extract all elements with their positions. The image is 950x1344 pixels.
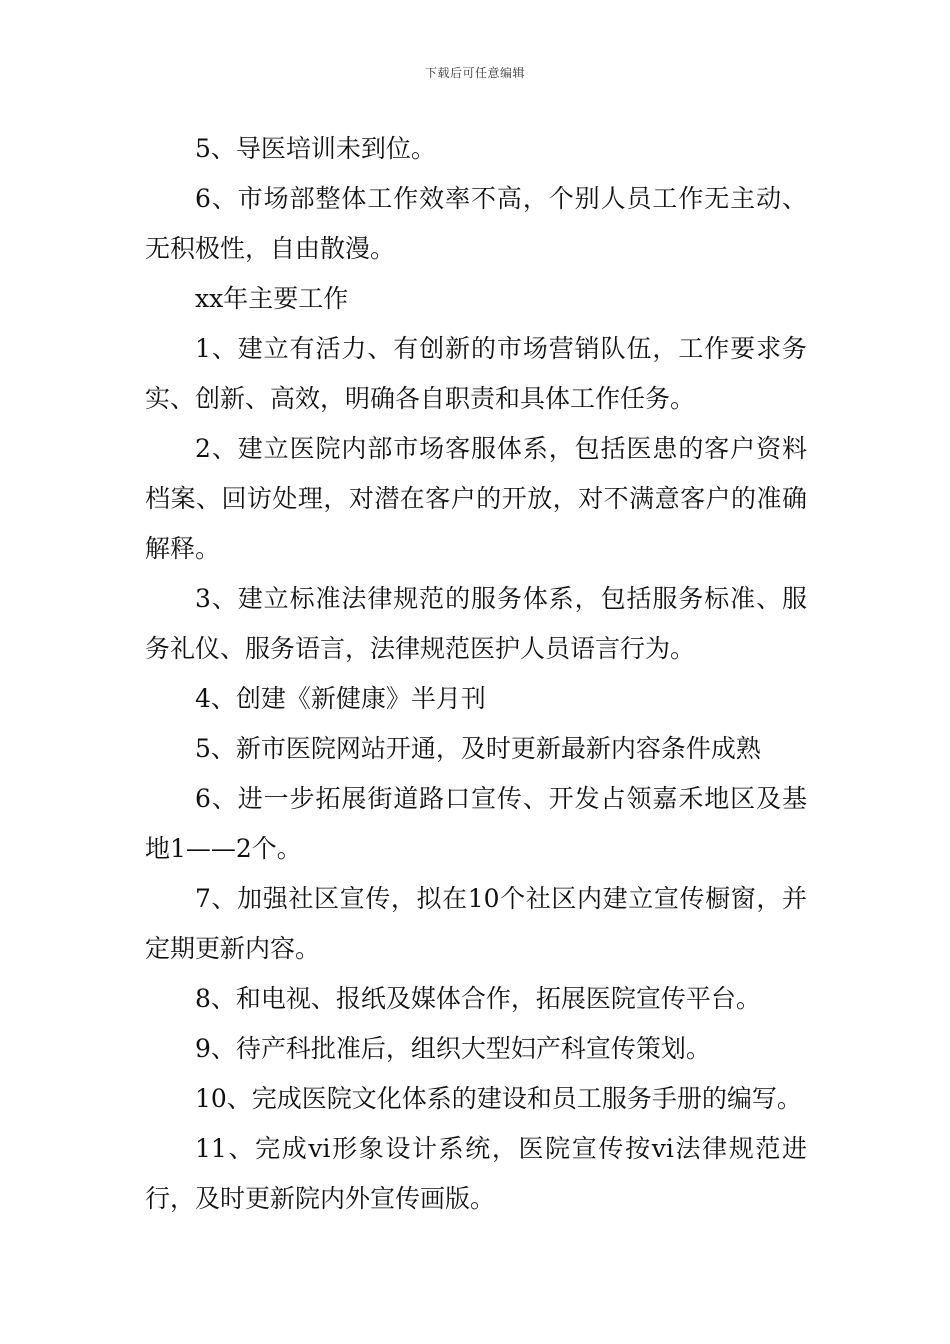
paragraph-work-9: 9、待产科批准后，组织大型妇产科宣传策划。	[195, 1034, 711, 1063]
page-header-note: 下载后可任意编辑	[424, 66, 525, 80]
paragraph-work-5: 5、新市医院网站开通，及时更新最新内容条件成熟	[195, 734, 761, 763]
paragraph-work-3: 3、建立标准法律规范的服务体系，包括服务标准、服务礼仪、服务语言，法律规范医护人员语言行为。	[145, 584, 807, 663]
paragraph-work-4: 4、创建《新健康》半月刊	[195, 684, 486, 713]
paragraph-work-7: 7、加强社区宣传，拟在10个社区内建立宣传橱窗，并定期更新内容。	[145, 884, 807, 963]
paragraph-item-5-guide-training: 5、导医培训未到位。	[195, 134, 436, 163]
paragraph-work-8: 8、和电视、报纸及媒体合作，拓展医院宣传平台。	[195, 984, 761, 1013]
section-heading-main-work: xx年主要工作	[195, 284, 349, 313]
paragraph-item-6-market-efficiency: 6、市场部整体工作效率不高，个别人员工作无主动、无积极性，自由散漫。	[145, 184, 807, 263]
paragraph-work-1: 1、建立有活力、有创新的市场营销队伍，工作要求务实、创新、高效，明确各自职责和具体工作任务。	[145, 334, 807, 413]
paragraph-work-11: 11、完成vi形象设计系统，医院宣传按vi法律规范进行，及时更新院内外宣传画版。	[145, 1134, 807, 1213]
paragraph-work-2: 2、建立医院内部市场客服体系，包括医患的客户资料档案、回访处理，对潜在客户的开放，对不满意客户的准确解释。	[145, 434, 807, 563]
paragraph-work-6: 6、进一步拓展街道路口宣传、开发占领嘉禾地区及基地1——2个。	[145, 784, 807, 863]
document-body	[145, 124, 807, 1224]
paragraph-work-10: 10、完成医院文化体系的建设和员工服务手册的编写。	[195, 1084, 802, 1113]
